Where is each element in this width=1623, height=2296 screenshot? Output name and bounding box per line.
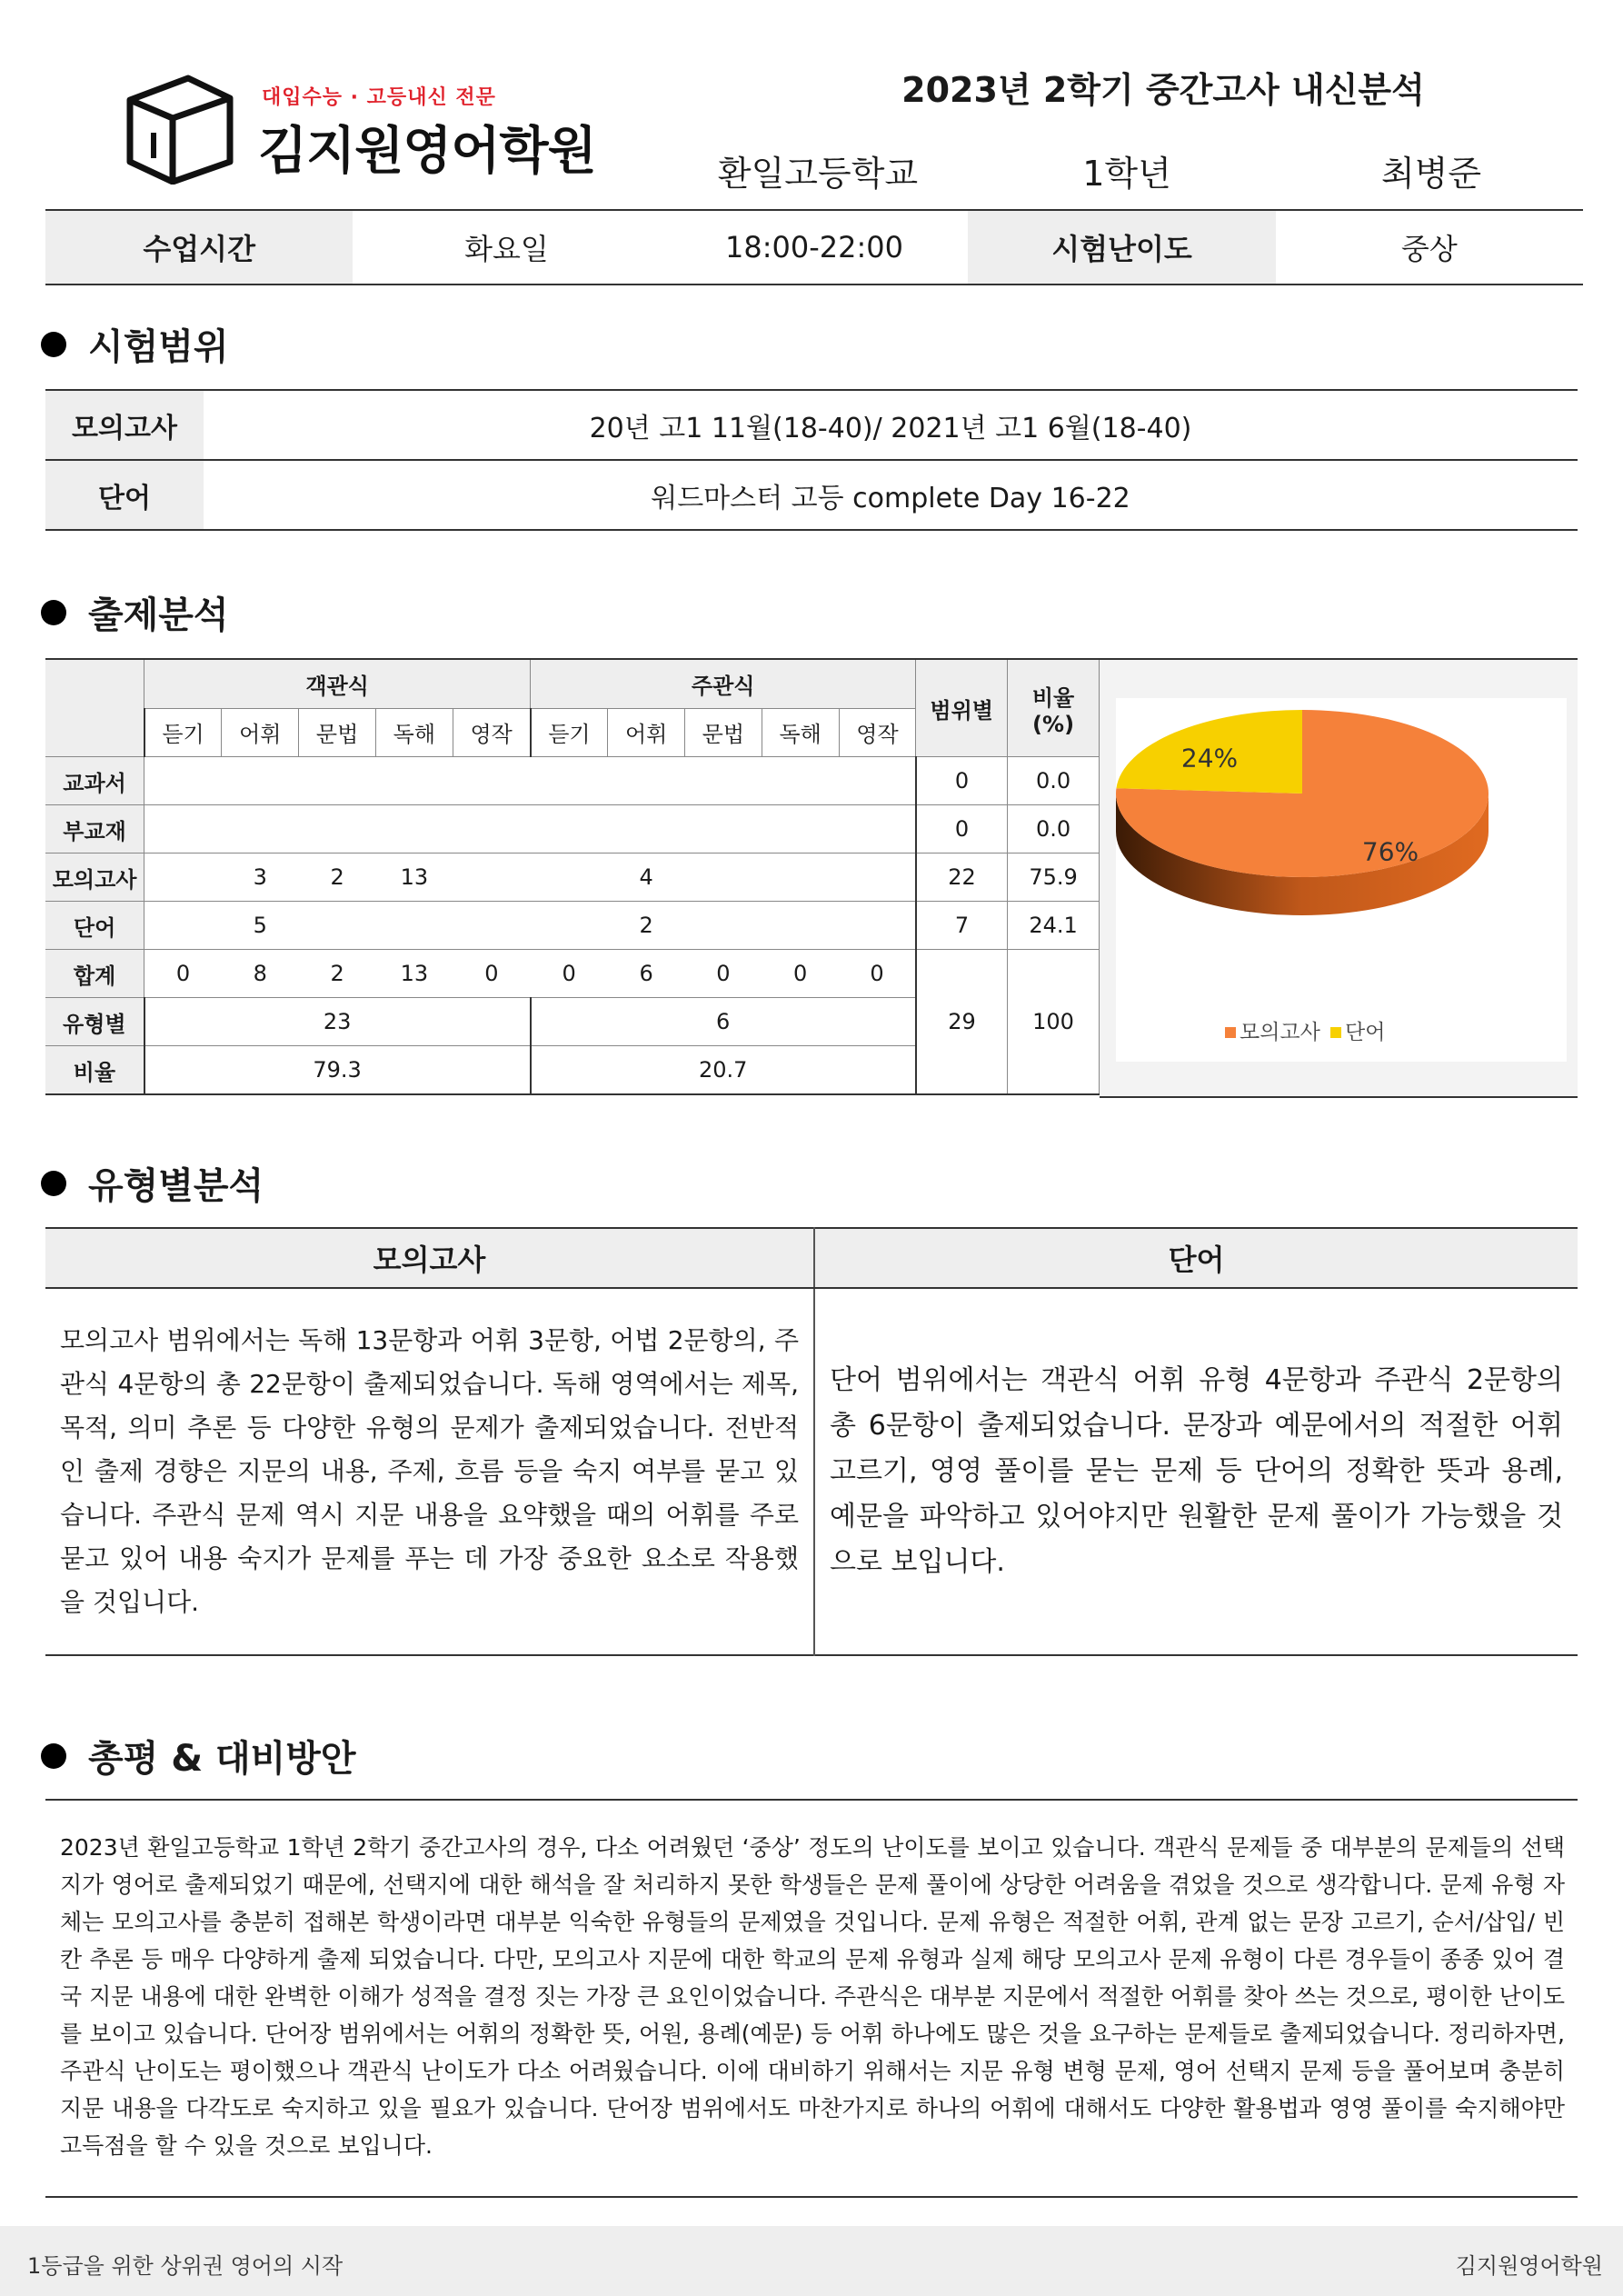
scope-value: 20년 고1 11월(18-40)/ 2021년 고1 6월(18-40) [204, 390, 1578, 460]
table-cell: 5 [222, 902, 299, 950]
objective-header: 객관식 [144, 659, 531, 708]
ratio-header [1008, 659, 1100, 757]
table-cell: 3 [222, 854, 299, 902]
type-total-subjective: 6 [531, 998, 916, 1046]
table-cell [608, 757, 685, 805]
table-cell: 0 [839, 950, 916, 998]
table-cell [762, 854, 839, 902]
table-cell: 2 [299, 854, 376, 902]
bullet-icon [41, 1171, 66, 1196]
table-cell: 13 [375, 950, 453, 998]
table-cell [685, 902, 762, 950]
class-hours: 18:00-22:00 [661, 211, 969, 285]
subcol-header: 독해 [762, 708, 839, 757]
table-cell [453, 854, 530, 902]
type-left-text: 모의고사 범위에서는 독해 13문항과 어휘 3문항, 어법 2문항의, 주관식 4문항의 총 22문항이 출제되었습니다. 독해 영역에서는 제목, 목적, 의미 추론 등 다양한 유형의 문제가 출제되었습니다. 전반적인 출제 경향은 지문의 내용, 주제, 흐름 등을 숙지 여부를 묻고 있습니다. 주관식 문제 역시 지문 내용을 요약했을 때의 어휘를 주로 묻고 있어 내용 숙지가 문제를 푸는 데 가장 중요한 요소로 작용했을 것입니다. [60, 1325, 799, 1617]
type-analysis-table [45, 1227, 1578, 1656]
section-heading-text: 출제분석 [88, 594, 229, 636]
subcol-header: 영작 [453, 708, 530, 757]
type-total-objective: 23 [144, 998, 531, 1046]
ratio-objective: 79.3 [144, 1046, 531, 1095]
type-right-title: 단어 [814, 1228, 1578, 1288]
table-cell: 0 [453, 950, 530, 998]
bullet-icon [41, 1743, 66, 1769]
table-cell [453, 902, 530, 950]
analysis-table [45, 658, 1100, 1095]
grand-ratio-cell: 100 [1008, 950, 1100, 1095]
pie-data-label: 24% [1180, 743, 1239, 774]
legend-label: 단어 [1345, 1021, 1386, 1044]
table-cell [375, 902, 453, 950]
logo-box-icon [123, 71, 236, 185]
section-heading-text: 시험범위 [88, 326, 229, 368]
table-cell [762, 757, 839, 805]
table-cell [453, 757, 530, 805]
row-label: 부교재 [45, 805, 144, 854]
table-cell [144, 854, 222, 902]
ratio-cell: 75.9 [1008, 854, 1100, 902]
table-cell [531, 902, 608, 950]
table-cell [839, 854, 916, 902]
table-cell [299, 805, 376, 854]
type-left-title: 모의고사 [45, 1228, 814, 1288]
table-cell: 6 [608, 950, 685, 998]
table-cell: 2 [608, 902, 685, 950]
row-label: 합계 [45, 950, 144, 998]
table-cell [299, 902, 376, 950]
table-cell [453, 805, 530, 854]
table-cell [531, 805, 608, 854]
row-label: 비율 [45, 1046, 144, 1095]
table-cell [839, 805, 916, 854]
class-day: 화요일 [353, 211, 660, 285]
table-row [45, 950, 1100, 998]
section-heading-scope [41, 318, 229, 370]
section-heading-type-analysis [41, 1157, 264, 1209]
table-cell [375, 757, 453, 805]
section-heading-summary [41, 1730, 356, 1782]
summary-bottom-divider [45, 2196, 1578, 2198]
section-heading-text: 유형별분석 [88, 1165, 264, 1207]
grade: 1학년 [1082, 154, 1171, 194]
per-range-header: 범위별 [916, 659, 1008, 757]
subcol-header: 문법 [685, 708, 762, 757]
per-range-cell: 0 [916, 757, 1008, 805]
table-cell [685, 757, 762, 805]
table-cell [762, 902, 839, 950]
table-cell [608, 805, 685, 854]
logo-tagline: 대입수능 · 고등내신 전문 [262, 86, 496, 109]
grand-total-cell: 29 [916, 950, 1008, 1095]
pie-data-label: 76% [1361, 836, 1419, 867]
subcol-header: 듣기 [531, 708, 608, 757]
teacher-name: 최병준 [1380, 154, 1482, 194]
corner-cell [45, 659, 144, 757]
subcol-header: 독해 [375, 708, 453, 757]
subcol-header: 영작 [839, 708, 916, 757]
row-label: 단어 [45, 902, 144, 950]
table-cell [839, 902, 916, 950]
pie-chart [1116, 698, 1567, 1062]
table-row [45, 805, 1100, 854]
table-row [45, 902, 1100, 950]
subcol-header: 어휘 [608, 708, 685, 757]
legend-label: 모의고사 [1240, 1021, 1320, 1044]
table-cell: 13 [375, 854, 453, 902]
document-title: 2023년 2학기 중간고사 내신분석 [901, 70, 1425, 110]
section-heading-text: 총평 & 대비방안 [88, 1738, 356, 1780]
footer-slogan: 1등급을 위한 상위권 영어의 시작 [27, 2253, 344, 2279]
bullet-icon [41, 600, 66, 625]
summary-top-divider [45, 1799, 1578, 1801]
ratio-subjective: 20.7 [531, 1046, 916, 1095]
row-label: 모의고사 [45, 854, 144, 902]
exam-scope-table [45, 389, 1578, 531]
table-cell [839, 757, 916, 805]
table-cell: 0 [762, 950, 839, 998]
scope-label: 단어 [45, 460, 204, 530]
class-time-label: 수업시간 [45, 211, 353, 285]
table-row [45, 757, 1100, 805]
summary-text: 2023년 환일고등학교 1학년 2학기 중간고사의 경우, 다소 어려웠던 ‘중상’ 정도의 난이도를 보이고 있습니다. 객관식 문제들 중 대부분의 문제들의 선택지가 영어로 출제되었기 때문에, 선택지에 대한 해석을 잘 처리하지 못한 학생들은 문제 풀이에 상당한 어려움을 겪었을 것으로 생각합니다. 문제 유형 자체는 모의고사를 충분히 접해본 학생이라면 대부분 익숙한 유형들의 문제였을 것입니다. 문제 유형은 적절한 어휘, 관계 없는 문장 고르기, 순서/삽입/ 빈칸 추론 등 매우 다양하게 출제 되었습니다. 다만, 모의고사 지문에 대한 학교의 문제 유형과 실제 해당 모의고사 문제 유형이 다른 경우들이 종종 있어 결국 지문 내용에 대한 완벽한 이해가 성적을 결정 짓는 가장 큰 요인이었습니다. 주관식은 대부분 지문에서 적절한 어휘를 찾아 쓰는 것으로, 평이한 난이도를 보이고 있습니다. 단어장 범위에서는 어휘의 정확한 뜻, 어원, 용례(예문) 등 어휘 하나에도 많은 것을 요구하는 문제들로 출제되었습니다. 정리하자면, 주관식 난이도는 평이했으나 객관식 난이도가 다소 어려웠습니다. 이에 대비하기 위해서는 지문 유형 변형 문제, 영어 선택지 문제 등을 풀어보며 충분히 지문 내용을 다각도로 숙지하고 있을 필요가 있습니다. 단어장 범위에서도 마찬가지로 하나의 어휘에 대해서도 다양한 활용법과 영영 풀이를 숙지해야만 고득점을 할 수 있을 것으로 보입니다. [60, 1834, 1565, 2159]
table-cell [144, 805, 222, 854]
ratio-cell: 24.1 [1008, 902, 1100, 950]
section-heading-analysis [41, 586, 229, 638]
legend-swatch [1330, 1027, 1341, 1038]
table-cell [375, 805, 453, 854]
table-cell: 0 [531, 950, 608, 998]
table-cell [531, 854, 608, 902]
legend-swatch [1225, 1027, 1236, 1038]
table-row [45, 854, 1100, 902]
table-cell: 4 [608, 854, 685, 902]
ratio-cell: 0.0 [1008, 805, 1100, 854]
table-cell [762, 805, 839, 854]
difficulty-value: 중상 [1276, 211, 1583, 285]
row-label: 유형별 [45, 998, 144, 1046]
bullet-icon [41, 332, 66, 357]
table-cell [531, 757, 608, 805]
difficulty-label: 시험난이도 [968, 211, 1275, 285]
table-cell: 0 [685, 950, 762, 998]
class-info-table [45, 211, 1583, 285]
subcol-header: 듣기 [144, 708, 222, 757]
per-range-cell: 7 [916, 902, 1008, 950]
logo-name: 김지원영어학원 [258, 122, 596, 181]
table-cell [144, 902, 222, 950]
chart-canvas [1116, 698, 1567, 1062]
subcol-header: 어휘 [222, 708, 299, 757]
table-cell: 8 [222, 950, 299, 998]
ratio-cell: 0.0 [1008, 757, 1100, 805]
subcol-header: 문법 [299, 708, 376, 757]
table-cell: 2 [299, 950, 376, 998]
chart-panel [1100, 658, 1578, 1098]
row-label: 교과서 [45, 757, 144, 805]
table-cell: 0 [144, 950, 222, 998]
scope-value: 워드마스터 고등 complete Day 16-22 [204, 460, 1578, 530]
school-name: 환일고등학교 [717, 154, 919, 194]
footer-brand: 김지원영어학원 [1455, 2253, 1603, 2279]
ratio-header-text: 비율 [1031, 684, 1075, 711]
ratio-header-unit: (%) [1032, 711, 1075, 737]
table-cell [299, 757, 376, 805]
type-right-text: 단어 범위에서는 객관식 어휘 유형 4문항과 주관식 2문항의 총 6문항이 출제되었습니다. 문장과 예문에서의 적절한 어휘 고르기, 영영 풀이를 묻는 문제 등 단어의 정확한 뜻과 용례, 예문을 파악하고 있어야지만 원활한 문제 풀이가 가능했을 것으로 보입니다. [814, 1288, 1578, 1655]
table-cell [222, 757, 299, 805]
scope-label: 모의고사 [45, 390, 204, 460]
per-range-cell: 22 [916, 854, 1008, 902]
table-cell [144, 757, 222, 805]
subjective-header: 주관식 [531, 659, 916, 708]
table-cell [222, 805, 299, 854]
table-cell [685, 854, 762, 902]
per-range-cell: 0 [916, 805, 1008, 854]
table-cell [685, 805, 762, 854]
